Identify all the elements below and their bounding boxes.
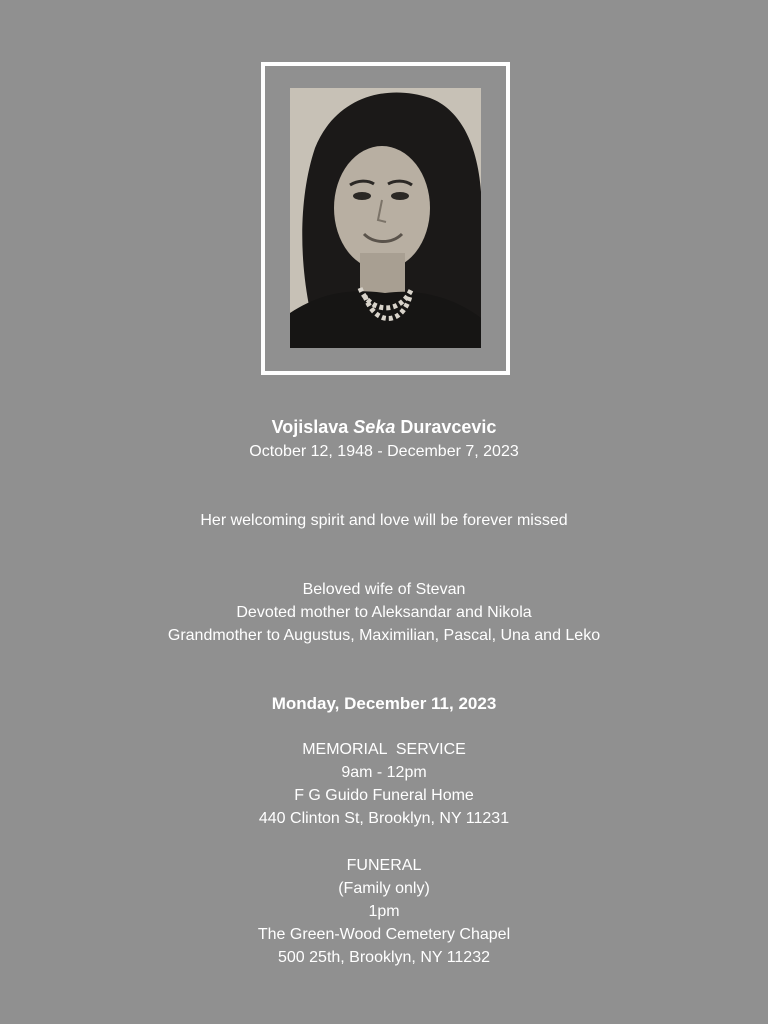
tribute-text: Her welcoming spirit and love will be forever missed [200, 512, 568, 529]
service-date: Monday, December 11, 2023 [271, 694, 497, 713]
portrait-photo [290, 88, 481, 348]
memorial-service-time: 9am - 12pm [341, 764, 427, 781]
family-list [0, 578, 768, 647]
memorial-service-address: 440 Clinton St, Brooklyn, NY 11231 [258, 810, 510, 827]
funeral-venue: The Green-Wood Cemetery Chapel [257, 926, 511, 943]
life-dates: October 12, 1948 - December 7, 2023 [249, 443, 519, 460]
first-name: Vojislava [271, 417, 349, 437]
funeral-address: 500 25th, Brooklyn, NY 11232 [278, 949, 490, 966]
funeral-time: 1pm [368, 903, 400, 920]
family-line: Devoted mother to Aleksandar and Nikola [236, 604, 532, 621]
funeral-note: (Family only) [338, 880, 430, 897]
family-line: Beloved wife of Stevan [302, 581, 466, 598]
funeral-heading: FUNERAL [346, 857, 422, 874]
portrait-illustration [290, 88, 481, 348]
memorial-service-venue: F G Guido Funeral Home [294, 787, 474, 804]
nickname: Seka [353, 417, 396, 437]
memorial-service-block [0, 738, 768, 830]
last-name: Duravcevic [400, 417, 497, 437]
funeral-block [0, 854, 768, 969]
deceased-name [0, 416, 768, 439]
memorial-service-heading: MEMORIAL SERVICE [302, 741, 466, 758]
family-line: Grandmother to Augustus, Maximilian, Pascal, Una and Leko [167, 627, 601, 644]
